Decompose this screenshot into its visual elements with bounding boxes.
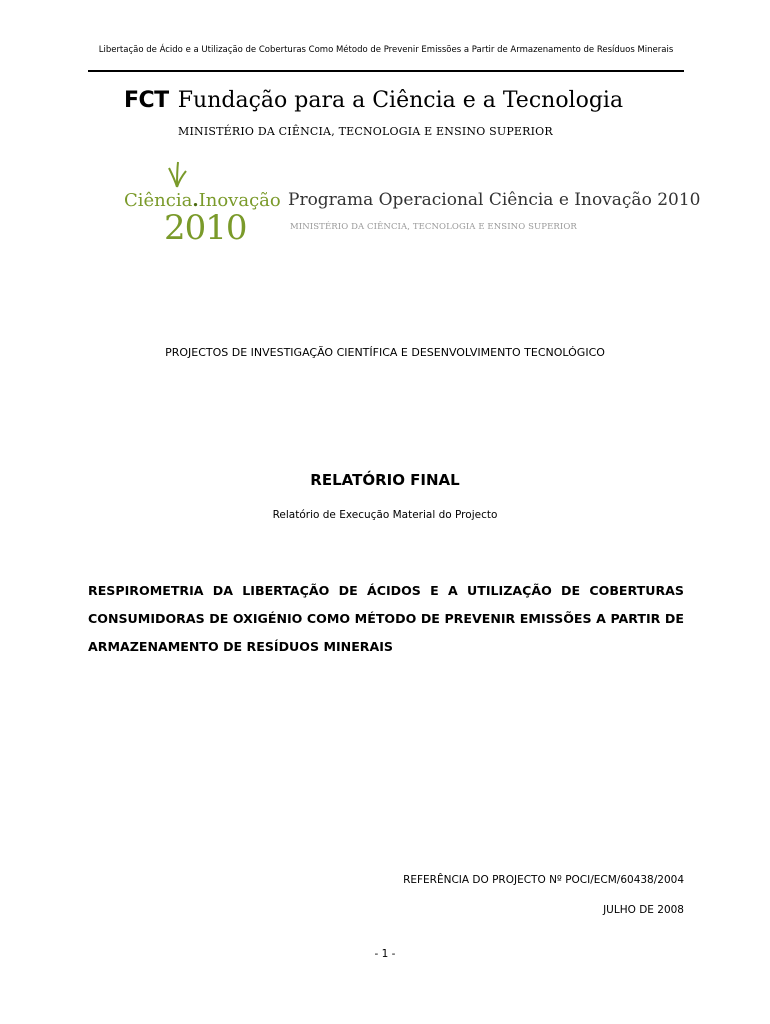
logo-word-ciencia: Ciência <box>124 190 193 211</box>
report-title: RELATÓRIO FINAL <box>310 471 460 489</box>
project-title: RESPIROMETRIA DA LIBERTAÇÃO DE ÁCIDOS E A UTILIZAÇÃO DE COBERTURAS CONSUMIDORAS DE OXIGÉNIO COMO MÉTODO DE PREVENIR EMISSÕES A PARTIR DE ARMAZENAMENTO DE RESÍDUOS MINERAIS <box>88 583 684 654</box>
logo-year: 2010 <box>164 208 247 248</box>
project-reference: REFERÊNCIA DO PROJECTO Nº POCI/ECM/60438/2004 <box>403 874 684 886</box>
header-rule <box>88 70 684 72</box>
program-line: PROJECTOS DE INVESTIGAÇÃO CIENTÍFICA E DESENVOLVIMENTO TECNOLÓGICO <box>165 346 605 359</box>
report-subtitle: Relatório de Execução Material do Projecto <box>272 509 498 521</box>
page-number: - 1 - <box>374 948 396 960</box>
fct-logo-name: Fundação para a Ciência e a Tecnologia <box>177 88 624 113</box>
leaf-icon <box>166 160 188 188</box>
logo-dot: . <box>192 190 199 211</box>
fct-ministry: MINISTÉRIO DA CIÊNCIA, TECNOLOGIA E ENSINO SUPERIOR <box>178 125 553 138</box>
running-header: Libertação de Ácido e a Utilização de Coberturas Como Método de Prevenir Emissões a Partir de Armazenamento de Resíduos Minerais <box>98 45 674 55</box>
poci-title: Programa Operacional Ciência e Inovação 2010 <box>288 190 701 210</box>
logo-word-inovacao: Inovação <box>198 190 281 211</box>
fct-logo-mark: FCT <box>124 88 169 113</box>
report-date: JULHO DE 2008 <box>603 904 684 916</box>
fct-logo <box>124 88 623 113</box>
poci-ministry: MINISTÉRIO DA CIÊNCIA, TECNOLOGIA E ENSINO SUPERIOR <box>290 222 577 232</box>
